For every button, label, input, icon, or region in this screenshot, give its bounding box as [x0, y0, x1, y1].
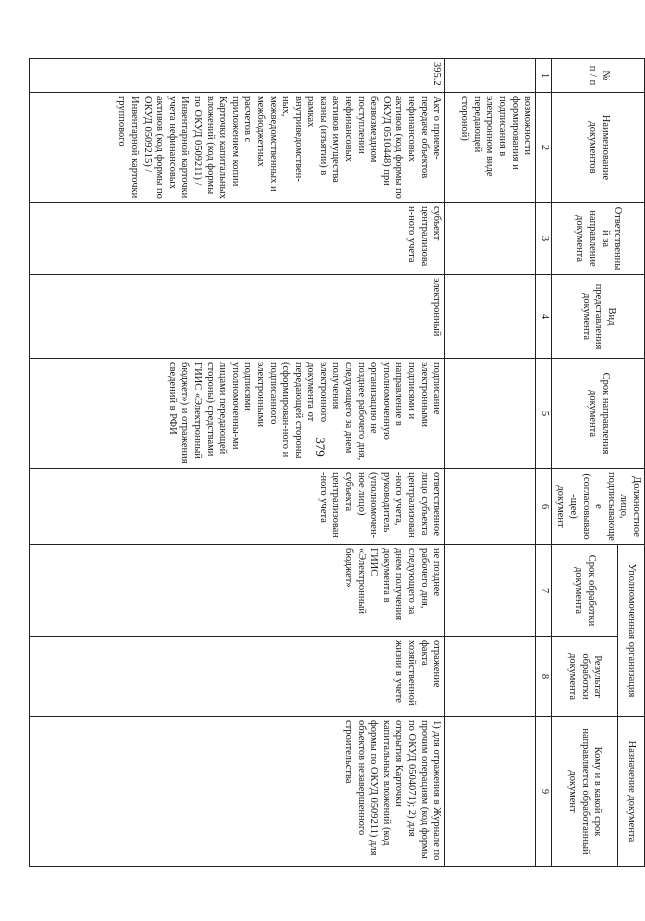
column-number: 7 — [536, 545, 552, 637]
cell-processing-result: отражение факта хозяйственной жизни в учете — [30, 637, 445, 717]
cell-processing-result — [445, 637, 536, 717]
table-frame — [62, 58, 645, 866]
header-send-term: Срок направления документа — [551, 359, 644, 469]
cell-recipient: 1) для отражения в Журнале по прочим операциям (код формы по ОКУД 0504071); 2) для открытия Карточки капитальных вложений (код формы по ОКУД 0509211) для объектов незавершенного строительства — [30, 717, 445, 867]
header-purpose: Назначение документа — [617, 717, 644, 867]
column-number: 8 — [536, 637, 552, 717]
cell-recipient — [445, 717, 536, 867]
table-row — [445, 59, 536, 867]
cell-presentation: электронный — [30, 275, 445, 359]
cell-responsible — [445, 203, 536, 275]
column-number: 1 — [536, 59, 552, 93]
cell-document-name: возможности формирования и подписания в электронном виде передающей стороной) — [445, 93, 536, 203]
table-row — [30, 59, 445, 867]
cell-processing-term: не позднее рабочего дня, следующего за днем получения документа в ГИИС «Электронный бюджет» — [30, 545, 445, 637]
document-table — [29, 58, 645, 867]
header-row — [617, 59, 644, 867]
cell-number — [445, 59, 536, 93]
header-presentation: Вид представления документа — [551, 275, 644, 359]
header-number: № п / п — [551, 59, 644, 93]
cell-official — [445, 469, 536, 545]
header-processing-term: Срок обработки документа — [551, 545, 617, 637]
cell-official: ответственное лицо субъекта централизован-ного учета, руководитель (уполномочен-ное лицо) субъекта централизован-ного учета — [30, 469, 445, 545]
column-number-row — [536, 59, 552, 867]
cell-send-term: подписание электронными подписями и направление в уполномоченную организацию не позднее рабочего дня, следующего за днем получения электронного документа от передающей стороны (сформирован-ного и подписанного электронными подписями уполномоченны-ми лицами передающей стороны) средствами ГИИС «Электронный бюджет») и отражения сведений в РФИ — [30, 359, 445, 469]
cell-responsible: субъект централизован-ного учета — [30, 203, 445, 275]
column-number: 9 — [536, 717, 552, 867]
page-number: 379 — [313, 437, 328, 457]
rotated-table-container — [62, 58, 645, 866]
column-number: 4 — [536, 275, 552, 359]
cell-document-name: Акт о приеме-передаче объектов нефинансовых активов (код формы по ОКУД 0510448) при безвозмездном поступлении нефинансовых активов имущества казны (изъятии) в рамках внутриведомствен-ных, межведомственных и межбюджетных расчетов с приложением копии Карточки капитальных вложений (код формы по ОКУД 0509211) / Инвентарной карточки учета нефинансовых активов (код формы по ОКУД 0509215) / Инвентарной карточки группового — [30, 93, 445, 203]
header-official: Должностное лицо, подписывающее (согласовываю-щее) документ — [551, 469, 644, 545]
header-recipient: Кому и в какой срок направляется обработанный документ — [551, 717, 617, 867]
cell-presentation — [445, 275, 536, 359]
column-number: 6 — [536, 469, 552, 545]
cell-send-term — [445, 359, 536, 469]
header-document-name: Наименование документов — [551, 93, 644, 203]
header-responsible: Ответственный за направление документа — [551, 203, 644, 275]
column-number: 2 — [536, 93, 552, 203]
header-authorized-org: Уполномоченная организация — [617, 545, 644, 717]
column-number: 5 — [536, 359, 552, 469]
cell-number: 395.2 — [30, 59, 445, 93]
column-number: 3 — [536, 203, 552, 275]
cell-processing-term — [445, 545, 536, 637]
header-processing-result: Результат обработки документа — [551, 637, 617, 717]
